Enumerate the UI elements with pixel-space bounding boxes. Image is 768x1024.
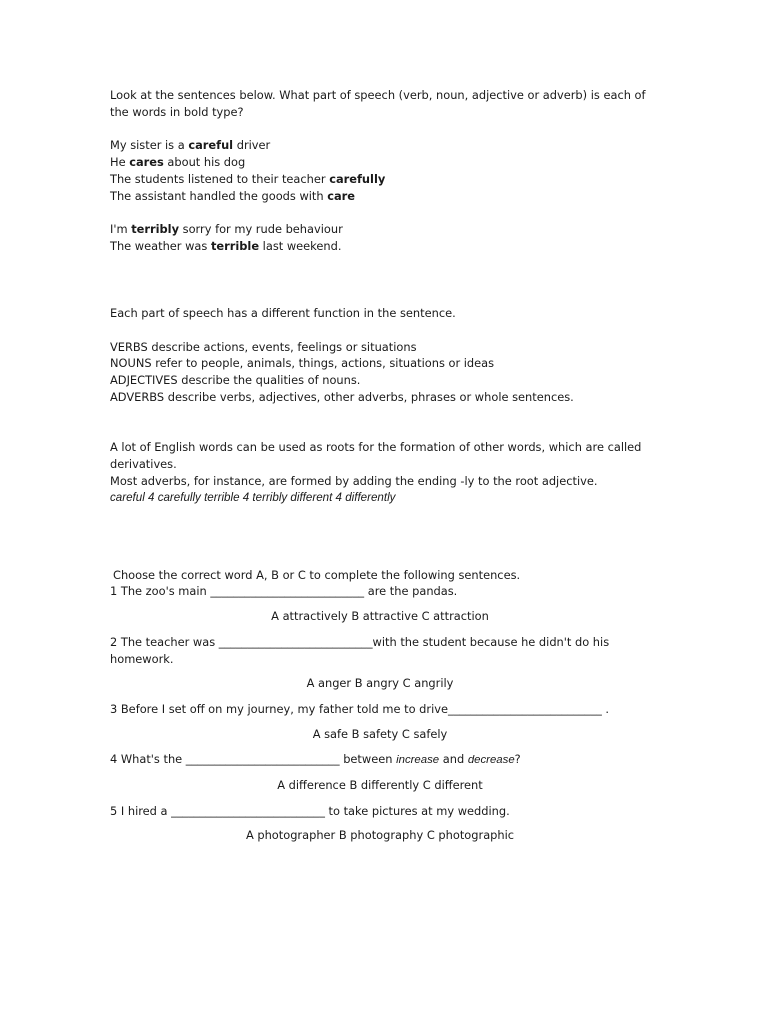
answer-options: A photographer B photography C photographic <box>245 828 515 843</box>
example-sentence: The students listened to their teacher carefully <box>110 171 386 186</box>
bold-word: care <box>327 188 356 203</box>
function-item: ADJECTIVES describe the qualities of nouns. <box>110 373 361 388</box>
exercise-instruction: Choose the correct word A, B or C to complete the following sentences. <box>113 567 521 582</box>
function-item: NOUNS refer to people, animals, things, actions, situations or ideas <box>110 356 495 371</box>
example-sentences <box>110 137 650 204</box>
intro-instruction: Look at the sentences below. What part of speech (verb, noun, adjective or adverb) is each of the words in bold type? <box>110 88 646 119</box>
example-sentence: The assistant handled the goods with care <box>110 188 356 203</box>
example-sentence: He cares about his dog <box>110 155 246 170</box>
answer-options: A safe B safety C safely <box>312 726 448 741</box>
answer-options: A anger B angry C angrily <box>306 676 454 691</box>
question-text: 2 The teacher was ___________________________with the student because he didn't do his homework. <box>110 634 610 666</box>
bold-word: cares <box>129 155 164 170</box>
question-text: 5 I hired a ___________________________ to take pictures at my wedding. <box>110 803 510 818</box>
italic-word: increase <box>396 754 440 767</box>
worksheet <box>110 87 650 853</box>
question-5 <box>110 803 650 853</box>
bold-word: careful <box>188 138 234 153</box>
adverbs-rule: Most adverbs, for instance, are formed by adding the ending -ly to the root adjective. <box>110 473 598 488</box>
function-item: ADVERBS describe verbs, adjectives, other adverbs, phrases or whole sentences. <box>110 389 574 404</box>
example-sentence: My sister is a careful driver <box>110 138 271 153</box>
answer-options: A difference B differently C different <box>277 778 483 793</box>
bold-word: carefully <box>329 171 386 186</box>
question-text: 4 What's the ___________________________ between increase and decrease? <box>110 752 521 767</box>
question-4 <box>110 751 650 802</box>
question-3 <box>110 701 650 751</box>
bold-word: terribly <box>131 222 180 237</box>
italic-word: decrease <box>467 754 515 767</box>
example-sentences-2 <box>110 221 650 255</box>
question-2 <box>110 634 650 701</box>
functions-heading: Each part of speech has a different function in the sentence. <box>110 305 456 320</box>
derivatives-text: A lot of English words can be used as roots for the formation of other words, which are called derivatives. <box>110 440 642 472</box>
derivative-examples: careful 4 carefully terrible 4 terribly different 4 differently <box>110 490 396 504</box>
example-sentence: I'm terribly sorry for my rude behaviour <box>110 222 343 237</box>
function-item: VERBS describe actions, events, feelings or situations <box>110 339 417 354</box>
answer-options: A attractively B attractive C attraction <box>271 609 489 624</box>
question-text: 1 The zoo's main ___________________________ are the pandas. <box>110 584 458 599</box>
question-1 <box>110 583 650 633</box>
question-text: 3 Before I set off on my journey, my father told me to drive___________________________ . <box>110 701 610 716</box>
bold-word: terrible <box>210 239 260 254</box>
example-sentence: The weather was terrible last weekend. <box>110 239 342 254</box>
